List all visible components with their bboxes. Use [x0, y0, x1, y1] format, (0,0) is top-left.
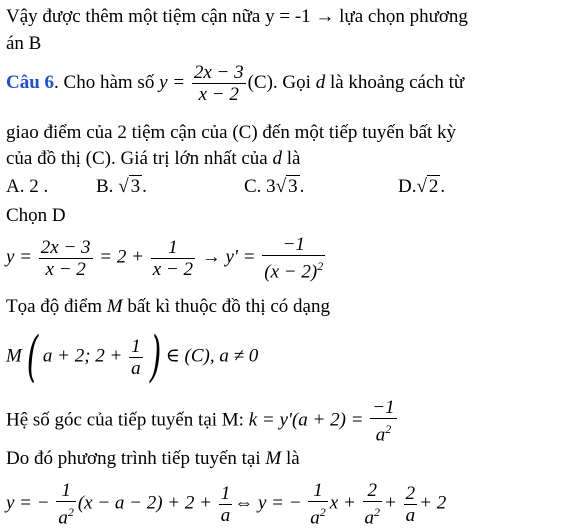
- point-m-frac: [129, 336, 143, 379]
- tan-den-5: a: [405, 504, 416, 526]
- slope-eq: k = y'(a + 2) =: [248, 409, 364, 431]
- point-m: M: [6, 345, 22, 367]
- tan-plus: +: [384, 492, 397, 514]
- eq-num-3: −1: [262, 234, 325, 256]
- tan-frac-2: [219, 483, 233, 526]
- option-c: [244, 176, 304, 198]
- tangent-post: là: [285, 448, 300, 469]
- slope-line: [6, 397, 399, 445]
- tan-frac-5: [404, 483, 418, 526]
- sqrt-2: √ 2: [416, 176, 439, 197]
- coord-rest: bất kì thuộc đồ thị có dạng: [127, 296, 330, 317]
- tan-frac-4: [363, 480, 383, 528]
- tan-x: x +: [329, 492, 356, 514]
- tan-den-3-exp: 2: [319, 505, 326, 519]
- question-6: [6, 62, 464, 105]
- sqrt-3-c: √ 3: [275, 176, 298, 197]
- eq-den-2: x − 2: [152, 258, 193, 280]
- tan-frac-3: [308, 480, 328, 528]
- option-b-dot: .: [142, 176, 147, 197]
- point-m-expression: [6, 325, 259, 388]
- radicand: 2: [428, 176, 439, 197]
- tan-num-3: 1: [308, 480, 328, 502]
- eq-den-3-exp: 2: [317, 259, 324, 273]
- point-m-den: a: [131, 357, 141, 379]
- tan-den-4-base: a: [364, 507, 375, 529]
- fraction-denominator: x − 2: [198, 84, 239, 105]
- question-dot: .: [54, 71, 59, 93]
- sqrt-3: √ 3: [118, 176, 141, 197]
- var-m: M: [106, 296, 123, 317]
- right-paren: ): [149, 325, 161, 388]
- eq-y: y =: [6, 246, 33, 268]
- function-y: y =: [159, 71, 186, 93]
- text-line-5b: là: [286, 148, 301, 169]
- text-line-2: án B: [6, 33, 42, 54]
- tan-iff: ⇔ y = −: [234, 492, 302, 514]
- tan-num-5: 2: [405, 482, 416, 504]
- left-paren: (: [26, 325, 39, 388]
- eq-frac-3: [262, 234, 325, 282]
- tangent-equation: [6, 480, 446, 528]
- option-d-label: D.: [398, 176, 417, 197]
- tan-end: + 2: [419, 492, 447, 514]
- point-m-after: ∈ (C), a ≠ 0: [165, 345, 259, 367]
- slope-pre: Hệ số góc của tiếp tuyến tại M:: [6, 409, 244, 431]
- eq-den-3: [262, 256, 325, 282]
- tan-mid: (x − a − 2) + 2 +: [77, 492, 212, 514]
- text-line-5a: của đồ thị (C). Giá trị lớn nhất của: [6, 148, 268, 169]
- question-label: Câu 6: [6, 71, 55, 93]
- radicand: 3: [130, 176, 141, 197]
- tan-den-3: [308, 502, 328, 528]
- tan-num-4: 2: [363, 480, 383, 502]
- tan-num-2: 1: [220, 482, 231, 504]
- eq-frac-2: [151, 237, 195, 280]
- question-intro: Cho hàm số: [63, 71, 155, 93]
- option-d: [398, 176, 445, 198]
- var-d: d: [315, 71, 326, 93]
- eq-num-1: 2x − 3: [40, 236, 91, 258]
- option-b: [96, 176, 147, 198]
- eq-den-1: x − 2: [45, 258, 86, 280]
- tan-den-2: a: [220, 504, 231, 526]
- radicand: 3: [288, 176, 298, 197]
- text-line-4: giao điểm của 2 tiệm cận của (C) đến một tiếp tuyến bất kỳ: [6, 122, 457, 143]
- question-post2: là khoảng cách từ: [329, 71, 465, 93]
- slope-num: −1: [372, 397, 395, 418]
- text-line-1: Vậy được thêm một tiệm cận nữa y = -1 → lựa chọn phương: [6, 6, 468, 27]
- text-line-5: [6, 148, 300, 170]
- option-b-label: B.: [96, 176, 114, 197]
- tan-den-3-base: a: [310, 507, 320, 529]
- slope-den: [370, 419, 396, 445]
- tan-y: y = −: [6, 492, 50, 514]
- text-coordinates: [6, 296, 330, 318]
- tan-num-1: 1: [56, 480, 76, 502]
- tan-den-4-exp: 2: [374, 505, 381, 519]
- tan-den-4: [363, 502, 383, 528]
- tangent-pre: Do đó phương trình tiếp tuyến tại: [6, 448, 261, 469]
- option-c-label: C. 3: [244, 176, 276, 197]
- tan-den-1-exp: 2: [67, 505, 74, 519]
- tan-den-1-base: a: [58, 507, 68, 529]
- slope-frac: [370, 397, 396, 445]
- eq-frac-1: [39, 237, 93, 280]
- equation-derivative: [6, 234, 327, 282]
- point-m-inner: a + 2; 2 +: [42, 345, 123, 367]
- eq-mid: = 2 +: [99, 246, 144, 268]
- function-fraction: [192, 62, 246, 105]
- slope-den-exp: 2: [385, 422, 392, 436]
- eq-num-2: 1: [151, 237, 195, 259]
- var-m-2: M: [265, 448, 282, 469]
- coord-pre: Tọa độ điểm: [6, 296, 103, 317]
- eq-arrow: → y' =: [201, 246, 256, 268]
- var-d-2: d: [272, 148, 282, 169]
- point-m-num: 1: [131, 335, 141, 357]
- fraction-numerator: 2x − 3: [193, 62, 244, 83]
- tangent-intro: [6, 448, 300, 470]
- option-c-dot: .: [299, 176, 305, 197]
- tan-den-1: [56, 502, 76, 528]
- eq-den-3-base: (x − 2): [264, 261, 318, 283]
- option-a: A. 2 .: [6, 176, 49, 197]
- slope-den-base: a: [375, 424, 386, 446]
- tan-frac-1: [56, 480, 76, 528]
- option-d-dot: .: [440, 176, 446, 197]
- answer-choice: Chọn D: [6, 205, 66, 226]
- question-post: (C). Gọi: [247, 71, 311, 93]
